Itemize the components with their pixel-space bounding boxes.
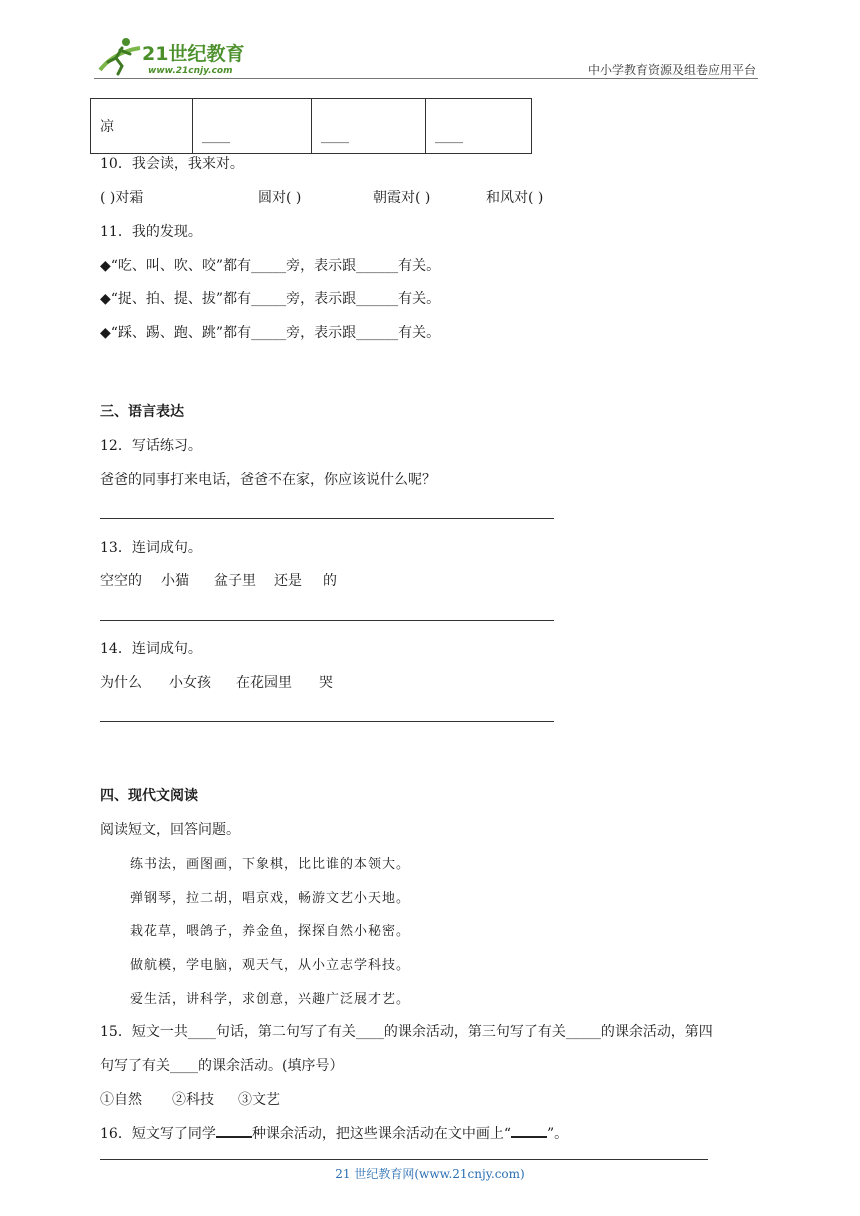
site-logo	[92, 34, 262, 78]
logo-text: 21世纪教育	[142, 43, 245, 65]
poem-line: 弹钢琴，拉二胡，唱京戏，畅游文艺小天地。	[130, 891, 411, 906]
q13-word: 盆子里	[214, 573, 256, 589]
q10-item-3[interactable]: 朝霞对( )	[373, 190, 431, 206]
question-12-title: 12．写话练习。	[100, 438, 202, 454]
question-14-title: 14．连词成句。	[100, 641, 202, 657]
answer-line-14[interactable]	[100, 721, 554, 722]
footer-divider	[100, 1159, 708, 1160]
q13-word: 的	[323, 573, 337, 589]
table-cell-blank[interactable]: ____	[426, 99, 532, 154]
question-16[interactable]	[100, 1123, 568, 1143]
word-table	[90, 98, 532, 154]
q13-word: 空空的	[100, 573, 142, 589]
q14-word: 在花园里	[236, 675, 292, 691]
q10-item-2[interactable]: 圆对( )	[258, 190, 302, 206]
q14-word: 为什么	[100, 675, 142, 691]
footer-text[interactable]: 21 世纪教育网(www.21cnjy.com)	[335, 1167, 525, 1181]
q15-option: ①自然	[100, 1092, 142, 1108]
q10-item-4[interactable]: 和风对( )	[486, 190, 544, 206]
answer-line-13[interactable]	[100, 620, 554, 621]
q16-blank-2[interactable]	[511, 1124, 547, 1138]
question-13-title: 13．连词成句。	[100, 540, 202, 556]
table-cell-blank[interactable]: ____	[193, 99, 312, 154]
section-4-heading: 四、现代文阅读	[100, 788, 198, 804]
runner-icon	[100, 38, 140, 74]
q13-word: 小猫	[161, 573, 189, 589]
q16-text-b: 种课余活动，把这些课余活动在文中画上“	[251, 1126, 511, 1142]
q14-word: 哭	[319, 675, 333, 691]
q14-word: 小女孩	[169, 675, 211, 691]
question-10-title: 10．我会读，我来对。	[100, 156, 244, 172]
table-row	[91, 99, 532, 154]
q15-option: ③文艺	[238, 1092, 280, 1108]
answer-line-12[interactable]	[100, 518, 554, 519]
q16-text-a: 16．短文写了同学	[100, 1126, 216, 1142]
reading-intro: 阅读短文，回答问题。	[100, 822, 240, 838]
question-15-line-1[interactable]: 15．短文一共____句话，第二句写了有关____的课余活动，第三句写了有关_____的课余活动，第四	[100, 1024, 713, 1040]
header-divider	[94, 78, 758, 79]
q16-text-c: ”。	[546, 1126, 569, 1142]
q15-option: ②科技	[172, 1092, 214, 1108]
section-3-heading: 三、语言表达	[100, 404, 184, 420]
q10-item-1[interactable]: ( )对霜	[100, 190, 144, 206]
q16-blank-1[interactable]	[216, 1124, 252, 1138]
question-12-prompt: 爸爸的同事打来电话，爸爸不在家，你应该说什么呢？	[100, 472, 436, 488]
table-cell-label: 凉	[91, 99, 193, 154]
platform-name: 中小学教育资源及组卷应用平台	[587, 63, 756, 77]
q11-line-3[interactable]: ◆“踩、踢、跑、跳”都有_____旁，表示跟______有关。	[100, 325, 441, 341]
poem-line: 栽花草，喂鸽子，养金鱼，探探自然小秘密。	[130, 924, 411, 939]
poem-line: 爱生活，讲科学，求创意，兴趣广泛展才艺。	[130, 992, 411, 1007]
question-15-line-2[interactable]: 句写了有关____的课余活动。(填序号）	[100, 1058, 344, 1074]
q13-word: 还是	[274, 573, 302, 589]
question-11-title: 11．我的发现。	[100, 224, 202, 240]
logo-url: www.21cnjy.com	[148, 66, 233, 76]
poem-line: 做航模，学电脑，观天气，从小立志学科技。	[130, 958, 411, 973]
table-cell-blank[interactable]: ____	[312, 99, 426, 154]
q11-line-2[interactable]: ◆“捉、拍、提、拔”都有_____旁，表示跟______有关。	[100, 291, 441, 307]
q11-line-1[interactable]: ◆“吃、叫、吹、咬”都有_____旁，表示跟______有关。	[100, 258, 441, 274]
poem-line: 练书法，画图画，下象棋，比比谁的本领大。	[130, 857, 411, 872]
